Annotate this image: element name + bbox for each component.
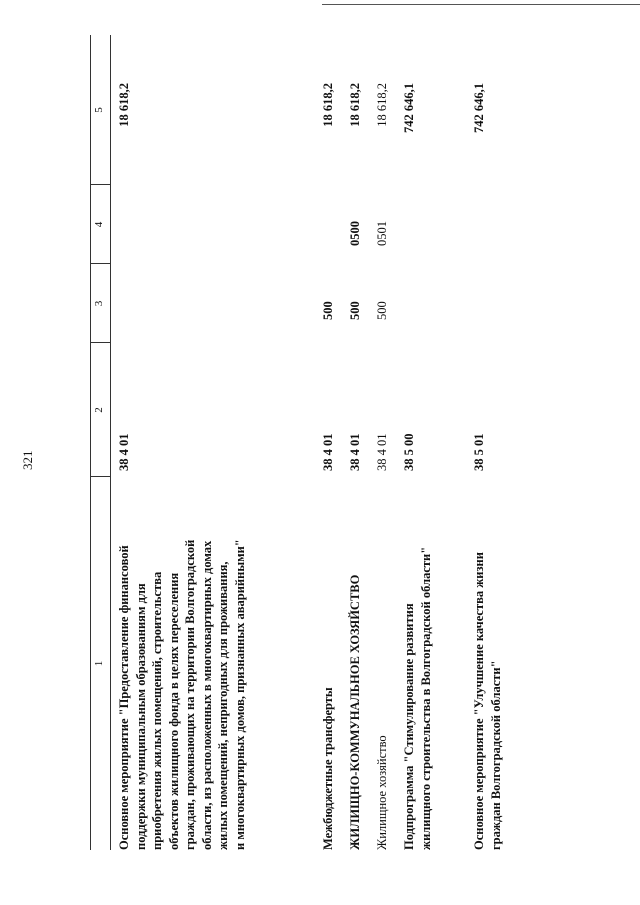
row-vr: 500 xyxy=(321,301,335,320)
row-name: ЖИЛИЩНО-КОММУНАЛЬНОЕ ХОЗЯЙСТВО xyxy=(348,574,362,850)
row-code: 38 4 01 xyxy=(348,433,362,471)
row-vr: 500 xyxy=(375,301,389,320)
row-code: 38 4 01 xyxy=(321,433,335,471)
header-col-1: 1 xyxy=(93,660,105,667)
row-name: Основное мероприятие "Улучшение качества жизни граждан Волгоградской области" xyxy=(472,552,503,850)
row-code: 38 4 01 xyxy=(117,433,131,471)
header-col-4: 4 xyxy=(93,221,105,228)
row-name: Основное мероприятие "Предоставление финансовой поддержки муниципальным образованиям для приобретения жилых помещений, строительства объектов жилищного фонда в целях переселения граждан, проживающих на территории Волгоградской области, из расположенных в многоквартирных домах жилых помещений, непригодных для проживания, и многоквартирных домов, признанных аварийными" xyxy=(117,539,247,850)
row-code: 38 4 01 xyxy=(375,433,389,471)
row-name: Межбюджетные трансферты xyxy=(321,687,335,850)
page-number: 321 xyxy=(20,450,35,470)
row-code: 38 5 01 xyxy=(472,433,486,471)
budget-table xyxy=(22,0,622,905)
header-col-5: 5 xyxy=(93,107,105,113)
rotated-page xyxy=(22,0,622,905)
row-name: Жилищное хозяйство xyxy=(375,735,389,850)
row-rz: 0501 xyxy=(375,221,389,246)
header-bottom-border xyxy=(110,35,111,850)
row-code: 38 5 00 xyxy=(402,433,416,471)
row-rz: 0500 xyxy=(348,221,362,246)
row-name: Подпрограмма "Стимулирование развития жилищного строительства в Волгоградской области" xyxy=(402,546,433,850)
row-sum: 18 618,2 xyxy=(348,83,362,127)
row-sum: 742 646,1 xyxy=(402,83,416,133)
row-sum: 742 646,1 xyxy=(472,83,486,133)
row-sum: 18 618,2 xyxy=(117,83,131,127)
row-sum: 18 618,2 xyxy=(321,83,335,127)
row-vr: 500 xyxy=(348,301,362,320)
row-sum: 18 618,2 xyxy=(375,83,389,127)
header-col-2: 2 xyxy=(93,407,105,413)
header-top-border xyxy=(90,35,91,850)
header-col-3: 3 xyxy=(93,300,105,307)
